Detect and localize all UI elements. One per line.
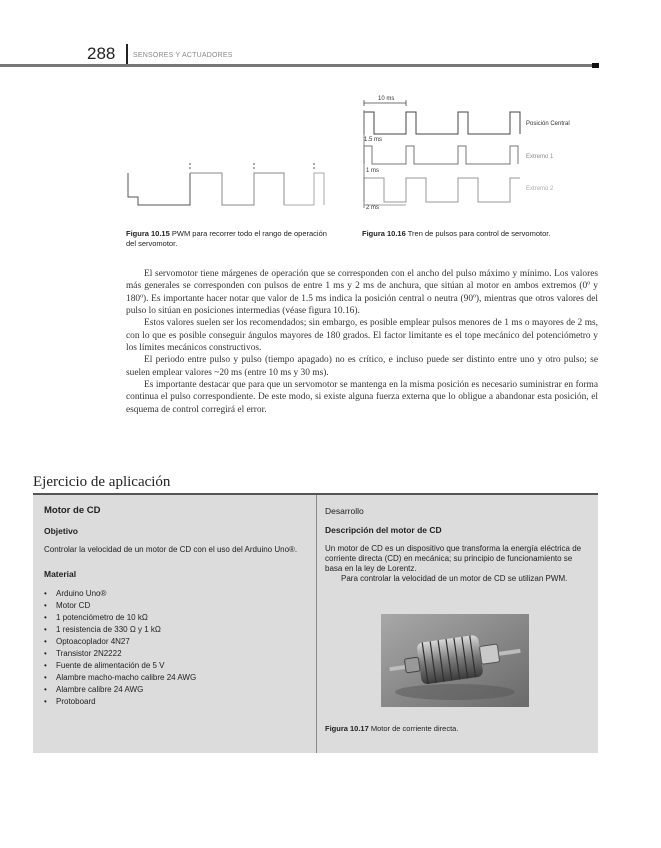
development-heading: Desarrollo — [325, 506, 364, 516]
objective-text: Controlar la velocidad de un motor de CD con el uso del Arduino Uno®. — [44, 545, 298, 554]
material-item: • Alambre macho-macho calibre 24 AWG — [56, 672, 306, 684]
page-number: 288 — [87, 44, 116, 63]
period-label: 10 ms — [378, 96, 395, 102]
figure-10-15-pwm-diagram — [124, 155, 334, 217]
material-item: • Arduino Uno® — [56, 588, 306, 600]
pulse-row-extremo1 — [364, 146, 518, 164]
material-item: • Alambre calibre 24 AWG — [56, 684, 306, 696]
dc-motor-description-heading: Descripción del motor de CD — [325, 525, 442, 535]
figure-10-15-caption — [126, 229, 331, 249]
figure-10-16-text: Tren de pulsos para control de servomotor. — [405, 229, 551, 238]
exercise-title: Motor de CD — [44, 505, 101, 516]
material-item: • Transistor 2N2222 — [56, 648, 306, 660]
exercise-left-column — [44, 506, 306, 708]
dc-motor-photo — [381, 614, 529, 707]
material-item: • Fuente de alimentación de 5 V — [56, 660, 306, 672]
row-label-central: Posición Central — [526, 121, 570, 127]
pwm-control-text: Para controlar la velocidad de un motor de CD se utilizan PWM. — [341, 574, 568, 583]
figure-10-17-text: Motor de corriente directa. — [368, 724, 459, 733]
figure-10-15-text: PWM para recorrer todo el rango de operación del servomotor. — [126, 229, 327, 248]
dc-motor-illustration — [381, 614, 529, 707]
material-heading: Material — [44, 569, 77, 579]
pulse-label-extremo1: 1 ms — [366, 168, 380, 174]
body-paragraph: Estos valores suelen ser los recomendados; sin embargo, es posible emplear pulsos menores de 1 ms o mayores de 2 ms, con lo que es posible conseguir ángulos mayores de 180 grados. El factor limitante es el tope mecánico del potenciómetro y los límites mecánicos constructivos. — [126, 318, 598, 354]
pulse-row-central — [364, 112, 520, 134]
figure-10-16-caption — [362, 229, 598, 239]
figure-10-15-label: Figura 10.15 — [126, 229, 170, 238]
pwm-waveform-light — [284, 173, 324, 205]
pulse-label-central: 1.5 ms — [364, 137, 383, 143]
material-item: • Optoacoplador 4N27 — [56, 636, 306, 648]
figure-10-16-label: Figura 10.16 — [362, 229, 406, 238]
pulse-row-extremo2 — [364, 178, 520, 202]
body-paragraph: Es importante destacar que para que un servomotor se mantenga en la misma posición es necesario suministrar en forma continua el pulso correspondiente. De este modo, si existe alguna fuerza externa que lo obligue a abandonar esta posición, el esquema de control corregirá el error. — [126, 380, 598, 415]
row-label-extremo1: Extremo 1 — [526, 154, 554, 160]
objective-heading: Objetivo — [44, 526, 79, 536]
exercise-right-column — [325, 506, 587, 584]
row-label-extremo2: Extremo 2 — [526, 186, 554, 192]
exercise-heading: Ejercicio de aplicación — [33, 474, 171, 490]
running-head: SENSORES Y ACTUADORES — [133, 52, 233, 59]
exercise-column-divider — [316, 495, 317, 753]
pwm-waveform-solid — [128, 173, 190, 205]
material-item: • Protoboard — [56, 696, 306, 708]
header-rule — [0, 64, 598, 67]
figure-10-16-pulse-train — [358, 90, 598, 214]
body-text — [126, 268, 598, 416]
pwm-waveform-mid — [190, 173, 284, 205]
material-item: • 1 resistencia de 330 Ω y 1 kΩ — [56, 624, 306, 636]
material-item: • Motor CD — [56, 600, 306, 612]
body-paragraph: El periodo entre pulso y pulso (tiempo apagado) no es crítico, e incluso puede ser distinto entre uno y otro pulso; se suelen emplear valores ~20 ms (entre 10 ms y 30 ms). — [126, 355, 598, 378]
figure-10-17-caption — [325, 724, 458, 734]
material-item: • 1 potenciómetro de 10 kΩ — [56, 612, 306, 624]
body-paragraph: El servomotor tiene márgenes de operación que se corresponden con el ancho del pulso máximo y mínimo. Los valores más generales se corresponden con pulsos de entre 1 ms y 2 ms de anchura, que sitúan al motor en ambos extremos (0º y 180º). Es importante hacer notar que valor de 1.5 ms indica la posición central o neutra (90º), mientras que otros valores del pulso lo sitúan en posiciones intermedias (véase figura 10.16). — [126, 269, 598, 317]
figure-10-17-label: Figura 10.17 — [325, 724, 369, 733]
header-rule-end — [592, 63, 599, 68]
header-divider — [126, 44, 128, 66]
pulse-label-extremo2: 2 ms — [366, 205, 380, 211]
material-list — [44, 588, 306, 708]
dc-motor-description-text: Un motor de CD es un dispositivo que transforma la energía eléctrica de corriente directa (CD) en mecánica; su principio de funcionamiento se basa en la ley de Lorentz. — [325, 544, 582, 573]
